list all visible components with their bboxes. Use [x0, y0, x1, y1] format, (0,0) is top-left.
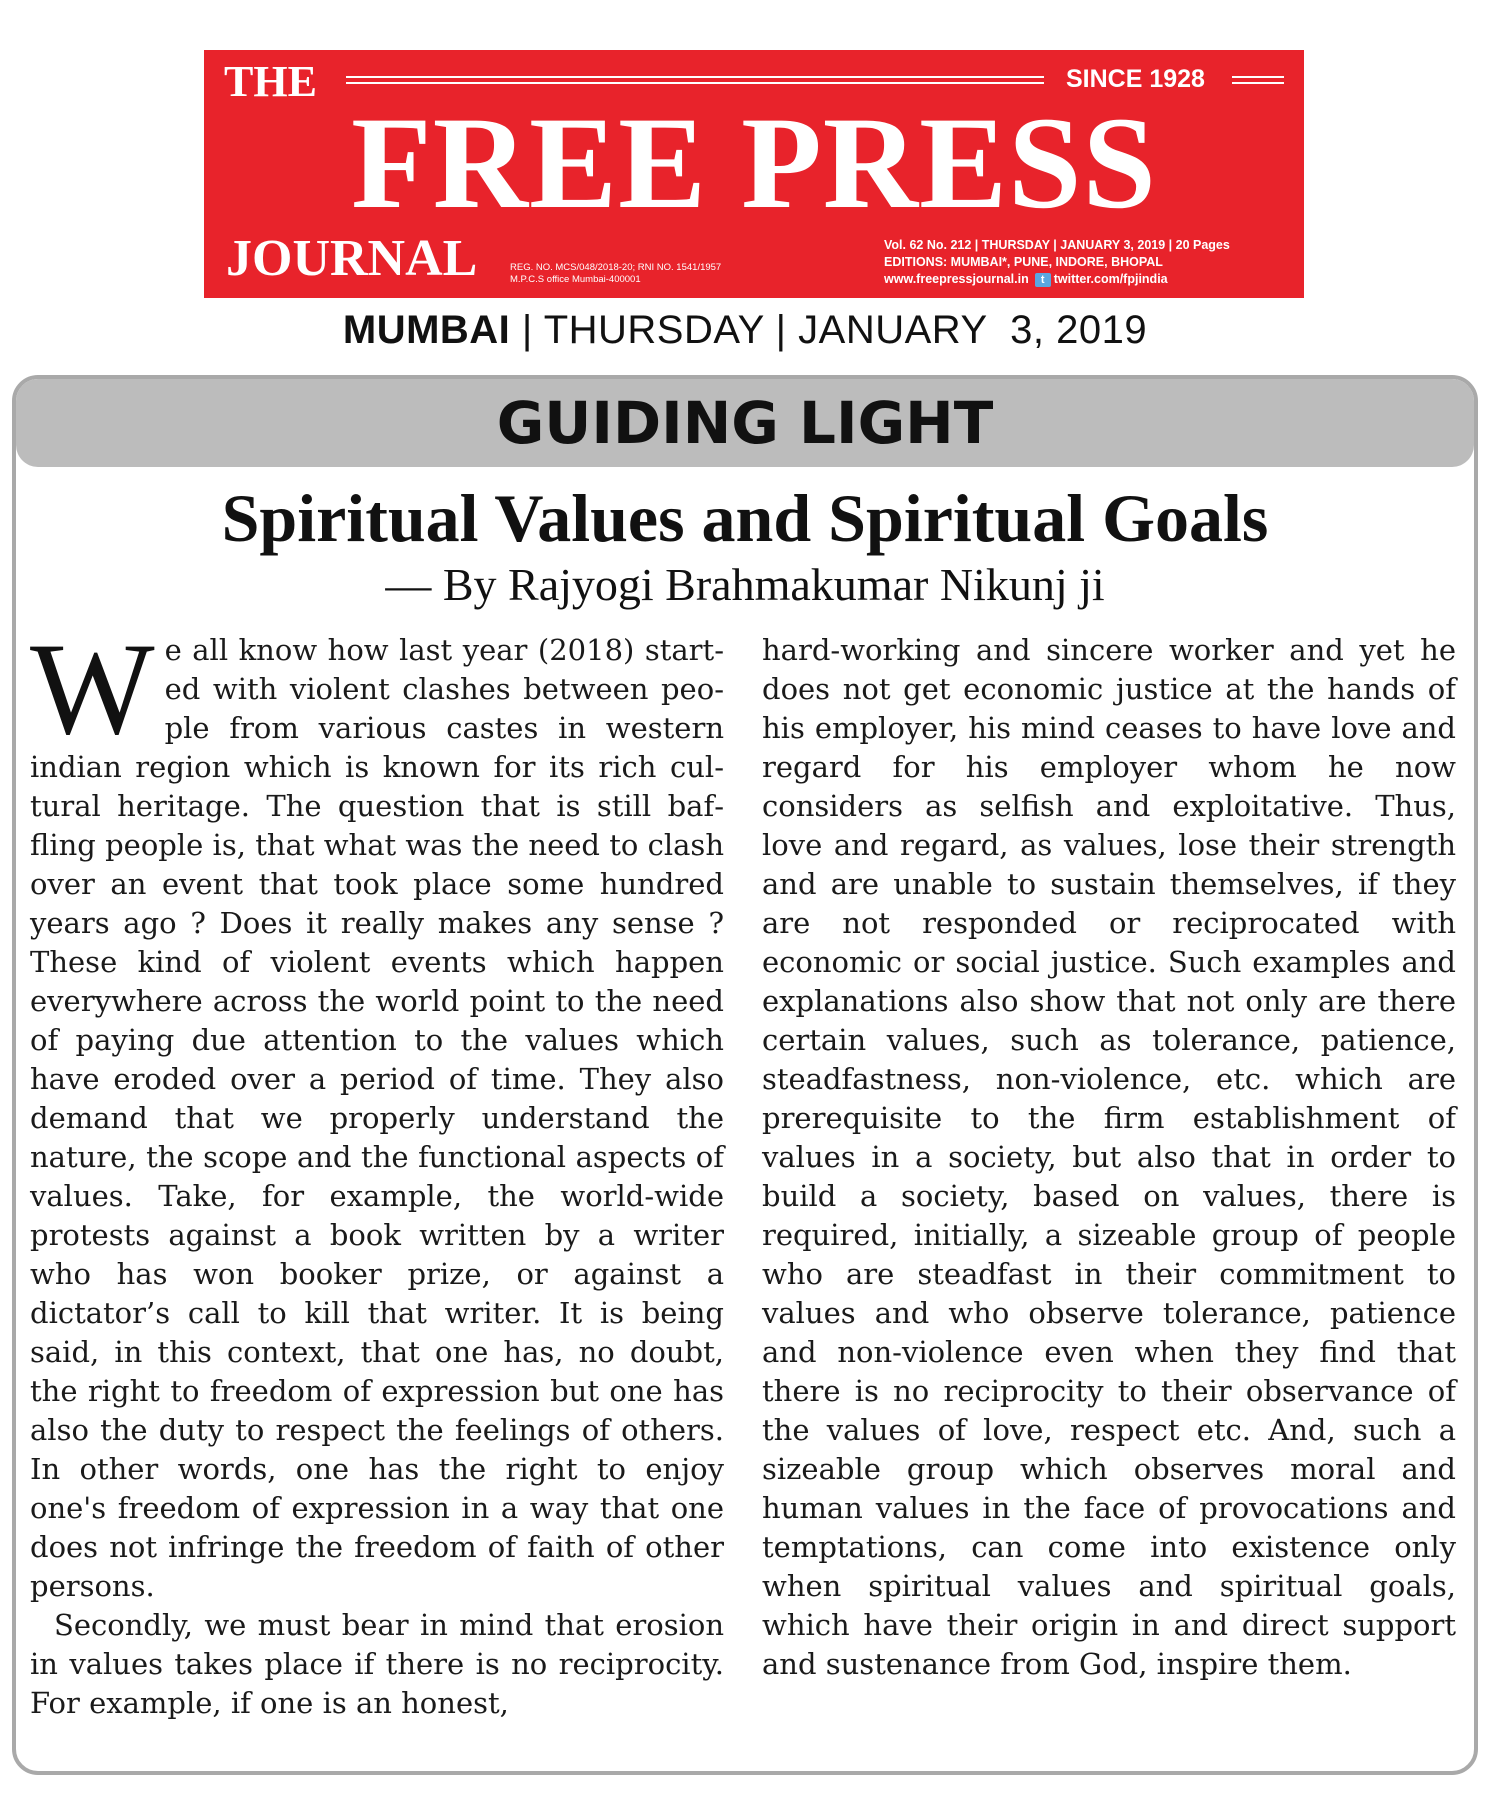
article-box: [12, 375, 1478, 1775]
twitter-icon: t: [1035, 273, 1051, 287]
dateline-city: MUMBAI: [342, 308, 511, 352]
masthead-name: FREE PRESS: [351, 89, 1157, 236]
twitter-link[interactable]: twitter.com/fpjindia: [1053, 272, 1168, 286]
article-headline: Spiritual Values and Spiritual Goals: [221, 480, 1269, 556]
dateline-day: THURSDAY: [543, 308, 765, 352]
dateline-separator: |: [521, 308, 533, 352]
article-paragraph: Secondly, we must bear in mind that erosion in values takes place if there is no reciprocity. For example, if one is an honest,: [30, 1608, 724, 1720]
section-title: GUIDING LIGHT: [496, 389, 994, 457]
article-column-right: [762, 631, 1456, 1684]
masthead-since: SINCE 1928: [1066, 65, 1205, 93]
volume-line: Vol. 62 No. 212 | THURSDAY | JANUARY 3, 2019 | 20 Pages: [884, 238, 1230, 252]
registration-line: REG. NO. MCS/048/2018-20; RNI NO. 1541/1957: [510, 262, 722, 273]
masthead-journal: JOURNAL: [226, 230, 478, 287]
web-line: [884, 271, 1294, 288]
masthead-rule-left: [346, 76, 1044, 84]
registration-info: [510, 262, 810, 286]
article-byline: — By Rajyogi Brahmakumar Nikunj ji: [385, 559, 1105, 610]
section-bar: [16, 379, 1474, 467]
article-paragraph: [30, 615, 724, 1606]
masthead-rule-right: [1232, 76, 1284, 84]
registration-office: M.P.C.S office Mumbai-400001: [510, 274, 641, 285]
article-column-left: [30, 615, 724, 1723]
drop-cap: W: [30, 615, 155, 762]
dateline: [0, 305, 1490, 355]
article-paragraph: hard-working and sincere worker and yet he does not get economic justice at the hands of his employer, his mind ceases to have love and regard for his employer whom he now considers as selfish and exploitative. Thus, love and regard, as values, lose their strength and are unable to sustain themselves, if they are not responded or reciprocated with economic or social justice. Such examples and explanations also show that not only are there certain values, such as tolerance, patience, steadfastness, non-violence, etc. which are prerequisite to the firm establishment of values in a society, but also that in order to build a society, based on values, there is required, initially, a sizeable group of people who are steadfast in their commitment to values and who observe tolerance, patience and non-violence even when they find that there is no reciprocity to their observance of the values of love, respect etc. And, such a sizeable group which observes moral and human values in the face of provocations and temptations, can come into existence only when spiritual values and spiritual goals, which have their origin in and direct support and sustenance from God, inspire them.: [762, 633, 1456, 1681]
paragraph-text: e all know how last year (2018) started with violent clashes between people from various castes in western indian region which is known for its rich cultural heritage. The question that is still baffling people is, that what was the need to clash over an event that took place some hundred years ago ? Does it really makes any sense ? These kind of violent events which happen everywhere across the world point to the need of paying due attention to the values which have eroded over a period of time. They also demand that we properly understand the nature, the scope and the functional aspects of values. Take, for example, the world-wide protests against a book written by a writer who has won booker prize, or against a dictator’s call to kill that writer. It is being said, in this context, that one has, no doubt, the right to freedom of expression but one has also the duty to respect the feelings of others. In other words, one has the right to enjoy one's freedom of expression in a way that one does not infringe the freedom of faith of other persons.: [30, 633, 724, 1603]
masthead-the: THE: [224, 57, 317, 106]
editions-line: EDITIONS: MUMBAI*, PUNE, INDORE, BHOPAL: [884, 255, 1163, 269]
masthead: [204, 50, 1304, 298]
website-link[interactable]: www.freepressjournal.in: [884, 272, 1029, 286]
dateline-separator: |: [775, 308, 787, 352]
issue-meta: [884, 237, 1294, 288]
dateline-date: JANUARY 3, 2019: [798, 308, 1148, 352]
